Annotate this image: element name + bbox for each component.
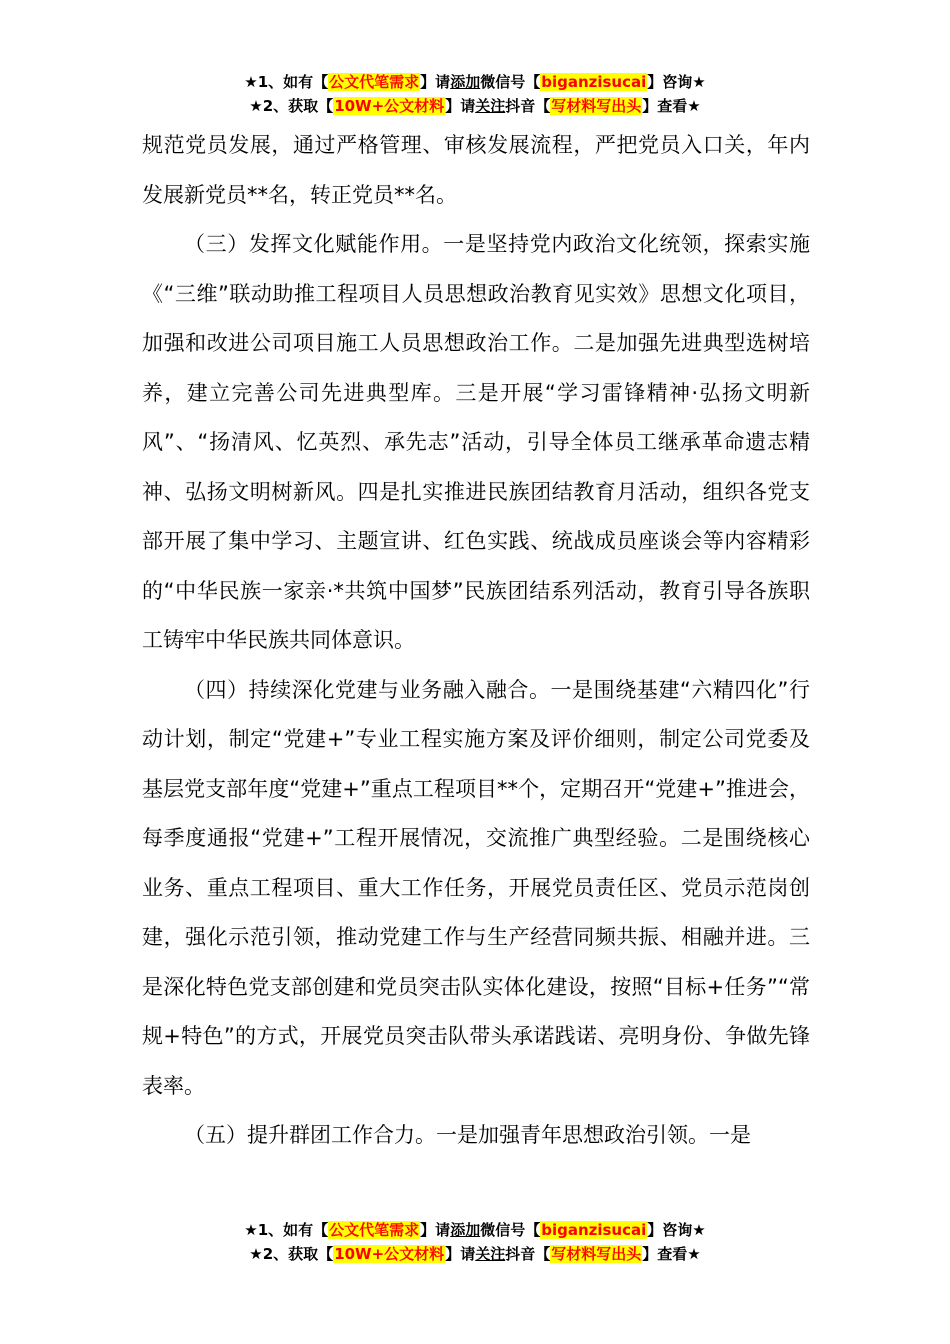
highlight-materials: 10W+公文材料 bbox=[334, 97, 445, 115]
footer-banner bbox=[0, 1218, 950, 1266]
banner-line-2 bbox=[0, 94, 950, 118]
banner-text: 】请 bbox=[420, 1221, 451, 1239]
banner-text: 1、如有【 bbox=[257, 73, 329, 91]
paragraph-party-business: （四）持续深化党建与业务融入融合。一是围绕基建“六精四化”行动计划，制定“党建+”专业工程实施方案及评价细则，制定公司党委及基层党支部年度“党建+”重点工程项目**个，定期召开“党建+”推进会，每季度通报“党建+”工程开展情况，交流推广典型经验。二是围绕核心业务、重点工程项目、重大工作任务，开展党员责任区、党员示范岗创建，强化示范引领，推动党建工作与生产经营同频共振、相融并进。三是深化特色党支部创建和党员突击队实体化建设，按照“目标+任务”“常规+特色”的方式，开展党员突击队带头承诺践诺、亮明身份、争做先锋表率。 bbox=[142, 677, 810, 1098]
banner-underlined-text: 添加 bbox=[450, 73, 481, 91]
banner-text: 抖音【 bbox=[505, 97, 551, 115]
banner-text: 】请 bbox=[420, 73, 451, 91]
highlight-douyin-id: 写材料写出头 bbox=[551, 97, 642, 115]
paragraph-group-work: （五）提升群团工作合力。一是加强青年思想政治引领。一是 bbox=[184, 1123, 751, 1147]
banner-line-1 bbox=[0, 70, 950, 94]
star-icon: ★ bbox=[244, 73, 258, 91]
paragraph-continuation: 规范党员发展，通过严格管理、审核发展流程，严把党员入口关，年内发展新党员**名，转正党员**名。 bbox=[142, 133, 810, 207]
star-icon: ★ bbox=[249, 1245, 263, 1263]
banner-text: 抖音【 bbox=[505, 1245, 551, 1263]
star-icon: ★ bbox=[249, 97, 263, 115]
banner-text: 】咨询★ bbox=[647, 73, 706, 91]
header-banner bbox=[0, 70, 950, 118]
highlight-wechat-id: biganzisucai bbox=[541, 73, 647, 91]
paragraph-culture: （三）发挥文化赋能作用。一是坚持党内政治文化统领，探索实施《“三维”联动助推工程项目人员思想政治教育见实效》思想文化项目，加强和改进公司项目施工人员思想政治工作。二是加强先进典型选树培养，建立完善公司先进典型库。三是开展“学习雷锋精神·弘扬文明新风”、“扬清风、忆英烈、承先志”活动，引导全体员工继承革命遗志精神、弘扬文明树新风。四是扎实推进民族团结教育月活动，组织各党支部开展了集中学习、主题宣讲、红色实践、统战成员座谈会等内容精彩的“中华民族一家亲·*共筑中国梦”民族团结系列活动，教育引导各族职工铸牢中华民族共同体意识。 bbox=[142, 232, 810, 652]
highlight-materials: 10W+公文材料 bbox=[334, 1245, 445, 1263]
banner-text: 微信号【 bbox=[480, 73, 541, 91]
banner-text: 】查看★ bbox=[642, 97, 701, 115]
banner-text: 】查看★ bbox=[642, 1245, 701, 1263]
banner-underlined-text: 添加 bbox=[450, 1221, 481, 1239]
highlight-wechat-id: biganzisucai bbox=[541, 1221, 647, 1239]
banner-text: 2、获取【 bbox=[262, 97, 334, 115]
banner-underlined-text: 关注 bbox=[475, 1245, 506, 1263]
star-icon: ★ bbox=[244, 1221, 258, 1239]
banner-underlined-text: 关注 bbox=[475, 97, 506, 115]
highlight-douyin-id: 写材料写出头 bbox=[551, 1245, 642, 1263]
banner-line-1 bbox=[0, 1218, 950, 1242]
banner-text: 】请 bbox=[445, 1245, 476, 1263]
banner-text: 微信号【 bbox=[480, 1221, 541, 1239]
document-body bbox=[142, 121, 810, 1161]
highlight-service: 公文代笔需求 bbox=[329, 73, 420, 91]
banner-line-2 bbox=[0, 1242, 950, 1266]
banner-text: 1、如有【 bbox=[257, 1221, 329, 1239]
banner-text: 】咨询★ bbox=[647, 1221, 706, 1239]
highlight-service: 公文代笔需求 bbox=[329, 1221, 420, 1239]
banner-text: 2、获取【 bbox=[262, 1245, 334, 1263]
banner-text: 】请 bbox=[445, 97, 476, 115]
